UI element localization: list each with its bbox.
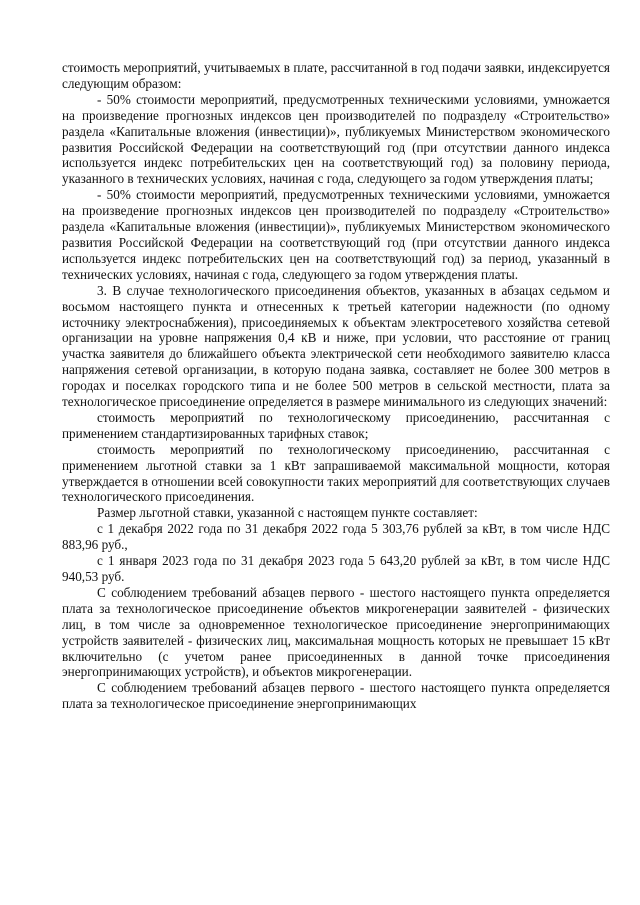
paragraph-preferential-rate: стоимость мероприятий по технологическому присоединению, рассчитанная с применением льготной ставки за 1 кВт запрашиваемой максимальной мощности, которая утверждается в отношении всей совокупности таких мероприятий для соответствующих случаев технологического присоединения. xyxy=(62,441,610,505)
paragraph-rate-2023: с 1 января 2023 года по 31 декабря 2023 года 5 643,20 рублей за кВт, в том числе НДС 940,53 руб. xyxy=(62,553,610,584)
paragraph-standard-rates: стоимость мероприятий по технологическому присоединению, рассчитанная с применением стандартизированных тарифных ставок; xyxy=(62,409,610,441)
paragraph-rate-size: Размер льготной ставки, указанной с настоящем пункте составляет: xyxy=(97,505,478,521)
paragraph-indexation-intro: стоимость мероприятий, учитываемых в плате, рассчитанной в год подачи заявки, индексируется следующим образом: xyxy=(62,60,610,91)
paragraph-clause-3: 3. В случае технологического присоединения объектов, указанных в абзацах седьмом и восьмом настоящего пункта и отнесенных к третьей категории надежности (по одному источнику электроснабжения), присоединяемых к объектам электросетевого хозяйства сетевой организации на уровне напряжения 0,4 кВ и ниже, при условии, что расстояние от границ участка заявителя до ближайшего объекта электрической сети необходимого заявителю класса напряжения сетевой организации, в которую подана заявка, составляет не более 300 метров в городах и поселках городского типа и не более 500 метров в сельской местности, плата за технологическое присоединение определяется в размере минимального из следующих значений: xyxy=(62,282,610,410)
document-page xyxy=(62,60,610,712)
paragraph-rate-2022: с 1 декабря 2022 года по 31 декабря 2022 года 5 303,76 рублей за кВт, в том числе НДС 883,96 руб., xyxy=(62,521,610,553)
paragraph-full-period-indexation: - 50% стоимости мероприятий, предусмотренных техническими условиями, умножается на произведение прогнозных индексов цен производителей по подразделу «Строительство» раздела «Капитальные вложения (инвестиции)», публикуемых Министерством экономического развития Российской Федерации на соответствующий год (при отсутствии данного индекса используется индекс потребительских цен на соответствующий год) за период, указанный в технических условиях, начиная с года, следующего за годом утверждения платы. xyxy=(62,187,610,282)
paragraph-microgeneration: С соблюдением требований абзацев первого - шестого настоящего пункта определяется плата за технологическое присоединение объектов микрогенерации заявителей - физических лиц, в том числе за одновременное технологическое присоединение энергопринимающих устройств заявителей - физических лиц, максимальная мощность которых не превышает 15 кВт включительно (с учетом ранее присоединенных в данной точке присоединения энергопринимающих устройств), и объектов микрогенерации. xyxy=(62,584,610,680)
paragraph-continuation: С соблюдением требований абзацев первого - шестого настоящего пункта определяется плата за технологическое присоединение энергопринимающих xyxy=(62,680,610,712)
paragraph-half-period-indexation: - 50% стоимости мероприятий, предусмотренных техническими условиями, умножается на произведение прогнозных индексов цен производителей по подразделу «Строительство» раздела «Капитальные вложения (инвестиции)», публикуемых Министерством экономического развития Российской Федерации на соответствующий год (при отсутствии данного индекса используется индекс потребительских цен на соответствующий год) за половину периода, указанного в технических условиях, начиная с года, следующего за годом утверждения платы; xyxy=(62,91,610,187)
